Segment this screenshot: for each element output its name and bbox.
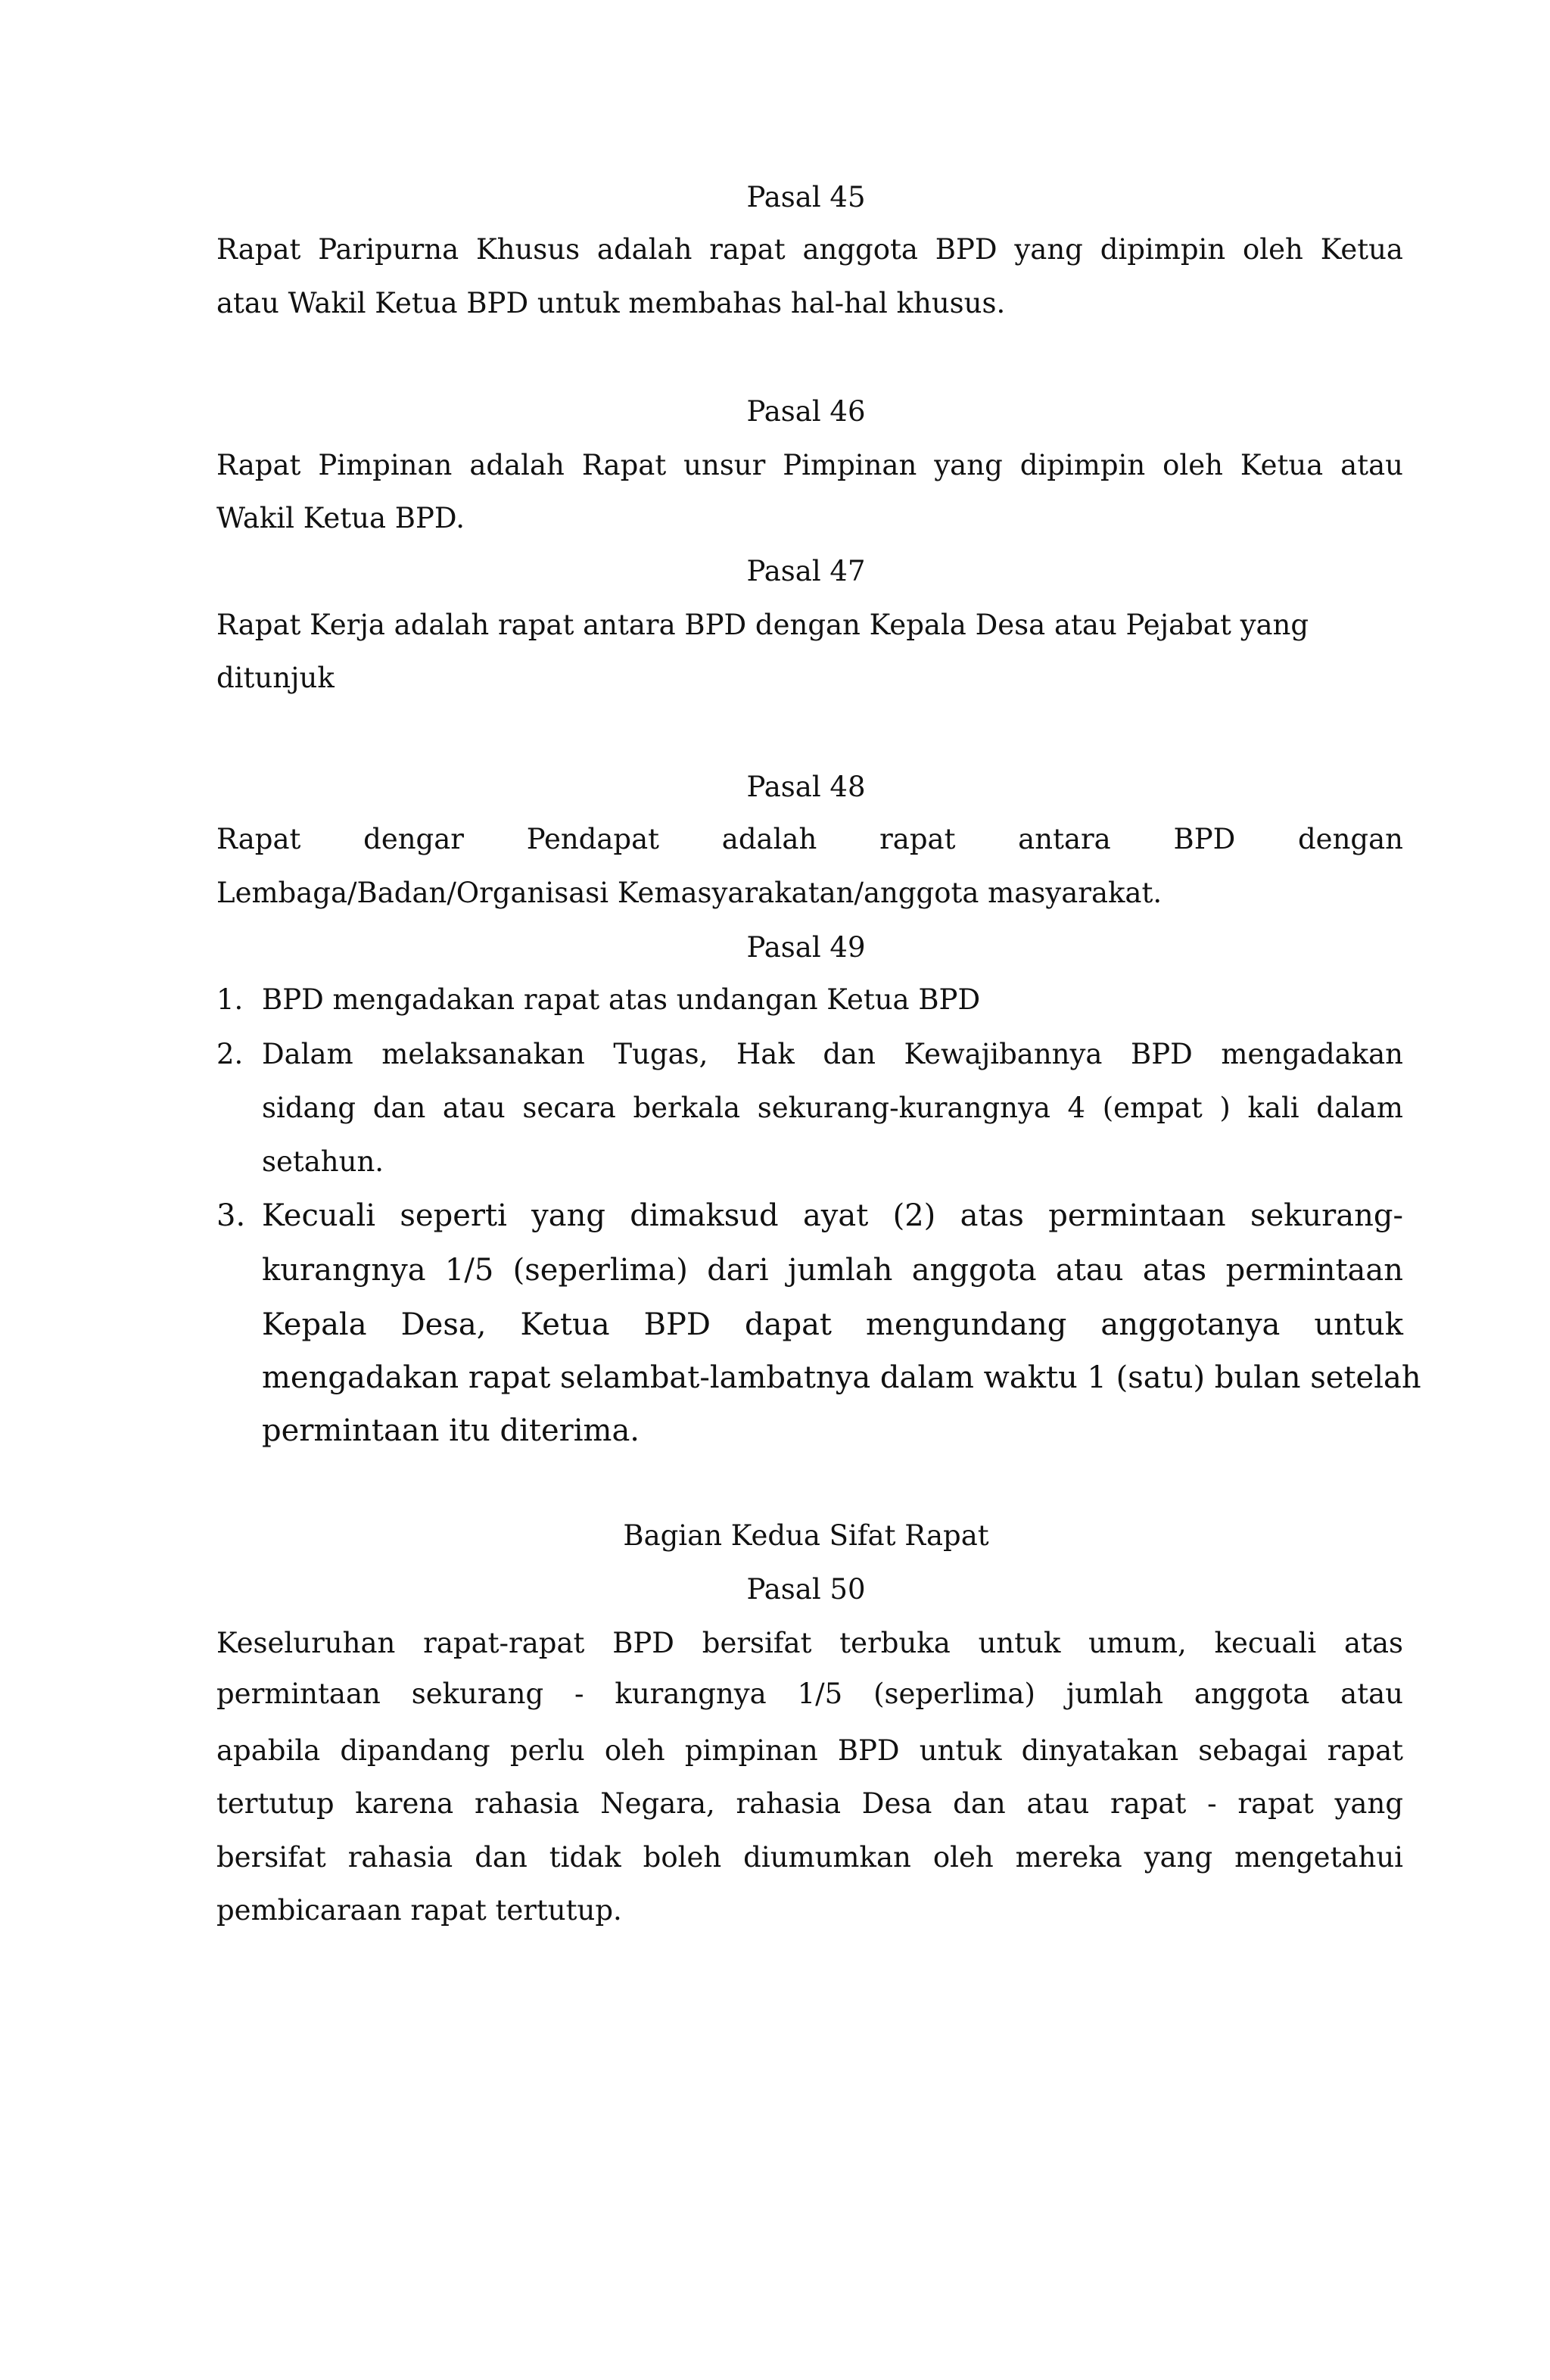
pasal-49-item-2-line-2: sidang dan atau secara berkala sekurang-kurangnya 4 (empat ) kali dalam bbox=[262, 1092, 1403, 1124]
pasal-49-item-3-line-2: kurangnya 1/5 (seperlima) dari jumlah anggota atau atas permintaan bbox=[262, 1253, 1403, 1288]
pasal-49-item-3-number: 3. bbox=[216, 1198, 246, 1233]
pasal-47-heading: Pasal 47 bbox=[746, 555, 866, 587]
pasal-46-line-2: Wakil Ketua BPD. bbox=[216, 502, 465, 534]
pasal-49-item-2-line-1: Dalam melaksanakan Tugas, Hak dan Kewajibannya BPD mengadakan bbox=[262, 1038, 1403, 1070]
pasal-46-heading: Pasal 46 bbox=[746, 395, 866, 428]
pasal-50-line-3: apabila dipandang perlu oleh pimpinan BPD untuk dinyatakan sebagai rapat bbox=[216, 1734, 1403, 1767]
pasal-49-item-3-line-4: mengadakan rapat selambat-lambatnya dalam waktu 1 (satu) bulan setelah bbox=[262, 1360, 1421, 1395]
pasal-49-item-1-line-1: BPD mengadakan rapat atas undangan Ketua BPD bbox=[262, 983, 981, 1016]
pasal-50-line-4: tertutup karena rahasia Negara, rahasia Desa dan atau rapat - rapat yang bbox=[216, 1787, 1403, 1820]
pasal-47-line-1: Rapat Kerja adalah rapat antara BPD dengan Kepala Desa atau Pejabat yang bbox=[216, 609, 1309, 641]
pasal-49-item-2-number: 2. bbox=[216, 1038, 244, 1070]
bagian-kedua-heading: Bagian Kedua Sifat Rapat bbox=[623, 1519, 989, 1552]
pasal-50-heading: Pasal 50 bbox=[746, 1573, 866, 1606]
pasal-48-line-2: Lembaga/Badan/Organisasi Kemasyarakatan/anggota masyarakat. bbox=[216, 877, 1162, 909]
pasal-48-line-1: Rapat dengar Pendapat adalah rapat antara BPD dengan bbox=[216, 823, 1403, 855]
pasal-50-line-1: Keseluruhan rapat-rapat BPD bersifat terbuka untuk umum, kecuali atas bbox=[216, 1627, 1403, 1659]
pasal-46-line-1: Rapat Pimpinan adalah Rapat unsur Pimpinan yang dipimpin oleh Ketua atau bbox=[216, 449, 1403, 481]
pasal-45-line-1: Rapat Paripurna Khusus adalah rapat anggota BPD yang dipimpin oleh Ketua bbox=[216, 233, 1403, 266]
pasal-50-line-5: bersifat rahasia dan tidak boleh diumumkan oleh mereka yang mengetahui bbox=[216, 1841, 1403, 1874]
pasal-49-item-3-line-3: Kepala Desa, Ketua BPD dapat mengundang anggotanya untuk bbox=[262, 1307, 1403, 1342]
pasal-49-item-1-number: 1. bbox=[216, 983, 244, 1016]
pasal-49-heading: Pasal 49 bbox=[746, 931, 866, 964]
pasal-45-heading: Pasal 45 bbox=[746, 181, 866, 213]
pasal-49-item-3-line-1: Kecuali seperti yang dimaksud ayat (2) atas permintaan sekurang- bbox=[262, 1198, 1403, 1233]
pasal-50-line-6: pembicaraan rapat tertutup. bbox=[216, 1894, 622, 1927]
pasal-45-line-2: atau Wakil Ketua BPD untuk membahas hal-hal khusus. bbox=[216, 287, 1006, 319]
pasal-50-line-2: permintaan sekurang - kurangnya 1/5 (seperlima) jumlah anggota atau bbox=[216, 1678, 1403, 1710]
pasal-49-item-2-line-3: setahun. bbox=[262, 1145, 384, 1178]
pasal-48-heading: Pasal 48 bbox=[746, 771, 866, 803]
pasal-47-line-2: ditunjuk bbox=[216, 662, 335, 694]
pasal-49-item-3-line-5: permintaan itu diterima. bbox=[262, 1413, 640, 1448]
